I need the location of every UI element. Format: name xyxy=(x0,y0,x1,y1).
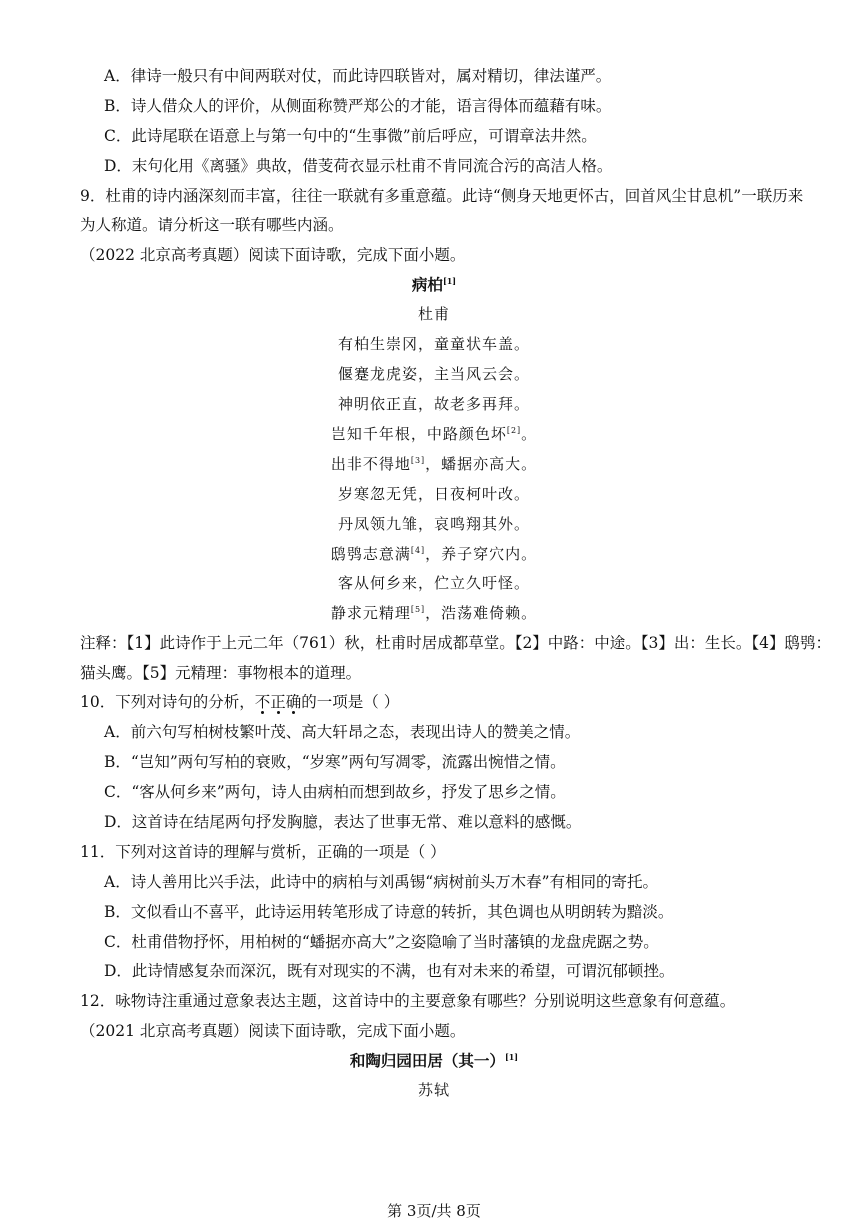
poem1-line: 岂知千年根，中路颜色坏[2]。 xyxy=(330,425,538,443)
emphasis-mark: 不 xyxy=(254,693,271,711)
q8-option-a: A．律诗一般只有中间两联对仗，而此诗四联皆对，属对精切，律法谨严。 xyxy=(104,67,612,85)
poem1-line: 出非不得地[3]，蟠据亦高大。 xyxy=(330,455,538,473)
poem1-line: 神明依正直，故老多再拜。 xyxy=(337,395,530,413)
q9-stem-line1: 9．杜甫的诗内涵深刻而丰富，往往一联就有多重意蕴。此诗“侧身天地更怀古，回首风尘甘息机”一联历来 xyxy=(80,187,804,205)
poem1-title-note: [1] xyxy=(442,276,457,286)
poem1-line: 丹凤领九雏，哀鸣翔其外。 xyxy=(337,515,530,533)
q10-option-d: D．这首诗在结尾两句抒发胸臆，表达了世事无常、难以意料的感慨。 xyxy=(104,813,582,831)
q8-option-c: C．此诗尾联在语意上与第一句中的“生事微”前后呼应，可谓章法井然。 xyxy=(104,127,597,145)
poem1-line: 鸱鸮志意满[4]，养子穿穴内。 xyxy=(330,545,538,563)
q11-stem: 11．下列对这首诗的理解与赏析，正确的一项是（ ） xyxy=(80,843,446,861)
q11-option-c: C．杜甫借物抒怀，用柏树的“蟠据亦高大”之姿隐喻了当时藩镇的龙盘虎踞之势。 xyxy=(104,933,659,951)
poem1-line: 客从何乡来，伫立久吁怪。 xyxy=(337,574,530,592)
notes-line2: 猫头鹰。【5】元精理：事物根本的道理。 xyxy=(80,664,362,682)
poem2-title xyxy=(0,1050,868,1072)
poem1-line: 有柏生崇冈，童童状车盖。 xyxy=(337,335,530,353)
q12-stem: 12．咏物诗注重通过意象表达主题，这首诗中的主要意象有哪些？分别说明这些意象有何意蕴。 xyxy=(80,992,736,1010)
q11-option-a: A．诗人善用比兴手法，此诗中的病柏与刘禹锡“病树前头万木春”有相同的寄托。 xyxy=(104,873,659,891)
poem2-title-text: 和陶归园田居（其一） xyxy=(349,1051,505,1070)
poem2-author: 苏轼 xyxy=(417,1081,450,1099)
emphasis-mark: 正 xyxy=(270,693,286,711)
poem1-title xyxy=(0,274,868,296)
emphasis-mark: 确 xyxy=(285,693,302,711)
source-2021: （2021 北京高考真题）阅读下面诗歌，完成下面小题。 xyxy=(80,1022,466,1040)
q10-option-b: B．“岂知”两句写柏的衰败，“岁寒”两句写凋零，流露出惋惜之情。 xyxy=(104,753,566,771)
q8-option-d: D．末句化用《离骚》典故，借芰荷衣显示杜甫不肯同流合污的高洁人格。 xyxy=(104,157,613,175)
poem1-line: 岁寒忽无凭，日夜柯叶改。 xyxy=(337,485,530,503)
q11-option-d: D．此诗情感复杂而深沉，既有对现实的不满，也有对未来的希望，可谓沉郁顿挫。 xyxy=(104,962,675,980)
notes-line1: 注释：【1】此诗作于上元二年（761）秋，杜甫时居成都草堂。【2】中路：中途。【3】出：生长。【4】鸱鸮： xyxy=(80,634,832,652)
poem1-title-text: 病柏 xyxy=(411,275,443,294)
poem1-line: 偃蹇龙虎姿，主当风云会。 xyxy=(337,365,530,383)
page-number: 第 3页/共 8页 xyxy=(387,1202,481,1220)
poem1-author: 杜甫 xyxy=(417,305,450,323)
q10-stem: 10．下列对诗句的分析，不正确的一项是（ ） xyxy=(80,693,400,711)
source-2022: （2022 北京高考真题）阅读下面诗歌，完成下面小题。 xyxy=(80,246,466,264)
poem2-title-note: [1] xyxy=(504,1052,519,1062)
q10-option-c: C．“客从何乡来”两句，诗人由病柏而想到故乡，抒发了思乡之情。 xyxy=(104,783,566,801)
q11-option-b: B．文似看山不喜平，此诗运用转笔形成了诗意的转折，其色调也从明朗转为黯淡。 xyxy=(104,903,674,921)
poem1-line: 静求元精理[5]，浩荡难倚赖。 xyxy=(330,604,538,622)
q9-stem-line2: 为人称道。请分析这一联有哪些内涵。 xyxy=(80,216,344,234)
q10-option-a: A．前六句写柏树枝繁叶茂、高大轩昂之态，表现出诗人的赞美之情。 xyxy=(104,723,581,741)
q8-option-b: B．诗人借众人的评价，从侧面称赞严郑公的才能，语言得体而蕴藉有味。 xyxy=(104,97,612,115)
